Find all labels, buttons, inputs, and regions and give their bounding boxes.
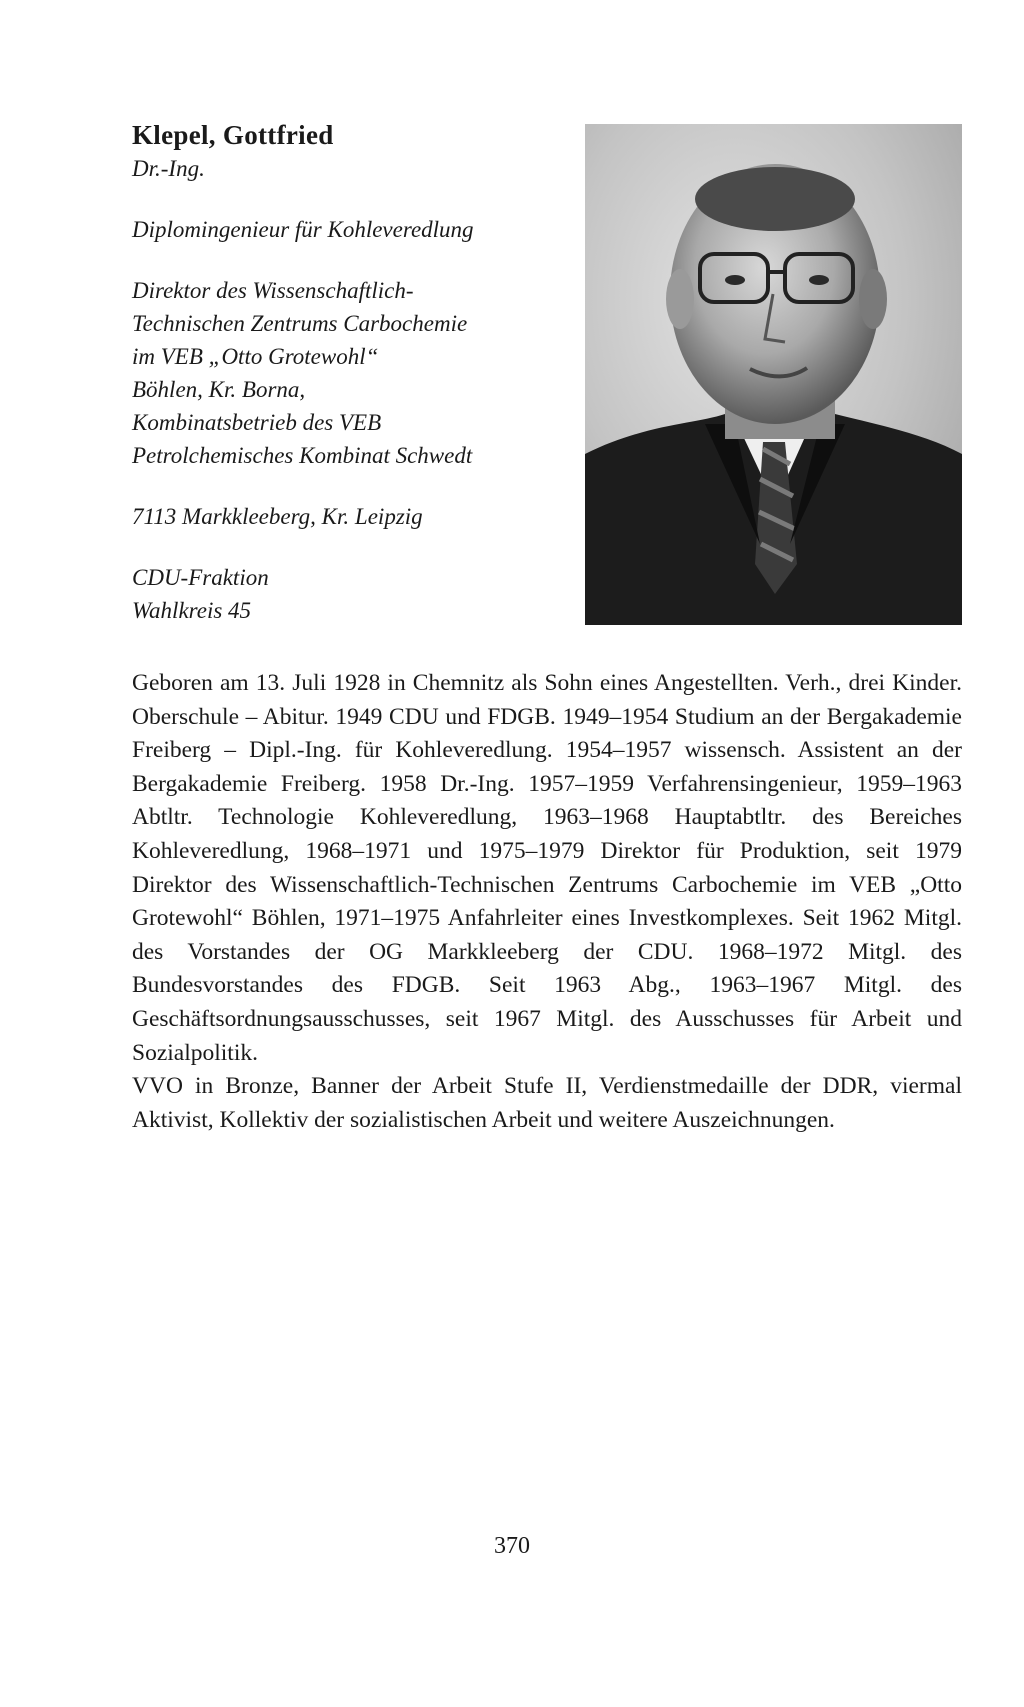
position-line: Kombinatsbetrieb des VEB: [132, 410, 382, 435]
awards-text: VVO in Bronze, Banner der Arbeit Stufe II, Verdienstmedaille der DDR, viermal Aktivist, Kollektiv der sozialistischen Arbeit und weitere Auszeichnungen.: [132, 1073, 962, 1133]
entry-position: [132, 274, 562, 472]
portrait-photo: [585, 124, 962, 625]
entry-profession: Diplomingenieur für Kohleveredlung: [132, 217, 474, 242]
entry-title: Dr.-Ing.: [132, 156, 205, 181]
entry-address: 7113 Markkleeberg, Kr. Leipzig: [132, 504, 423, 529]
position-line: Petrolchemisches Kombinat Schwedt: [132, 443, 473, 468]
portrait-photo-drawing: [585, 124, 962, 625]
entry-political: [132, 561, 562, 627]
entry-constituency: Wahlkreis 45: [132, 598, 252, 623]
page-number: 370: [494, 1533, 530, 1559]
entry-name: Klepel, Gottfried: [132, 120, 334, 150]
position-line: im VEB „Otto Grotewohl“: [132, 344, 379, 369]
entry-faction: CDU-Fraktion: [132, 565, 269, 590]
position-line: Direktor des Wissenschaftlich-: [132, 278, 414, 303]
position-line: Böhlen, Kr. Borna,: [132, 377, 306, 402]
entry-header: [132, 118, 562, 627]
position-line: Technischen Zentrums Carbochemie: [132, 311, 468, 336]
biography-text: Geboren am 13. Juli 1928 in Chemnitz als Sohn eines Angestellten. Verh., drei Kinder. Oberschule – Abitur. 1949 CDU und FDGB. 1949–1954 Studium an der Bergakademie Freiberg – Dipl.-Ing. für Kohleveredlung. 1954–1957 wissensch. Assistent an der Bergakademie Freiberg. 1958 Dr.-Ing. 1957–1959 Verfahrensingenieur, 1959–1963 Abtltr. Technologie Kohleveredlung, 1963–1968 Hauptabtltr. des Bereiches Kohleveredlung, 1968–1971 und 1975–1979 Direktor für Produktion, seit 1979 Direktor des Wissenschaftlich-Technischen Zentrums Carbochemie im VEB „Otto Grotewohl“ Böhlen, 1971–1975 Anfahrleiter eines Investkomplexes. Seit 1962 Mitgl. des Vorstandes der OG Markkleeberg der CDU. 1968–1972 Mitgl. des Bundesvorstandes des FDGB. Seit 1963 Abg., 1963–1967 Mitgl. des Geschäftsordnungsausschusses, seit 1967 Mitgl. des Ausschusses für Arbeit und Sozialpolitik.: [132, 670, 962, 1066]
